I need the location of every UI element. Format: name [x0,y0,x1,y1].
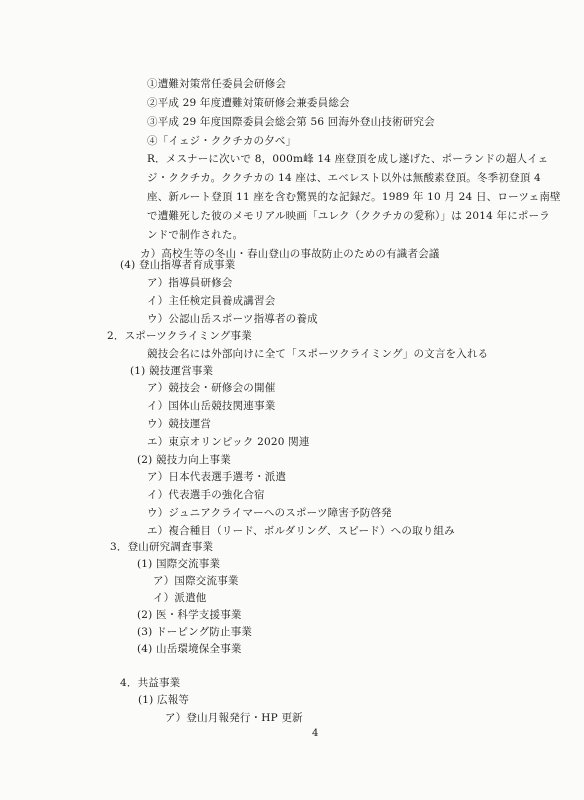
section-heading: (1) 広報等 [138,694,190,706]
text-line: ウ）競技運営 [147,418,212,430]
text-line: ④「イェジ・ククチカの夕べ」 [147,135,297,147]
text-line: イ）主任検定員養成講習会 [147,295,276,307]
text-line: エ）東京オリンピック 2020 関連 [147,436,310,448]
section-heading: 2．スポーツクライミング事業 [107,330,252,342]
text-line: ②平成 29 年度遭難対策研修会兼委員総会 [147,97,350,109]
text-line: ンドで制作された。 [147,229,244,241]
text-line: ウ）公認山岳スポーツ指導者の養成 [147,313,318,325]
section-heading: (2) 医・科学支援事業 [137,609,242,621]
text-line: ウ）ジュニアクライマーへのスポーツ障害予防啓発 [147,507,392,519]
section-heading: (1) 競技運営事業 [130,365,214,377]
text-line: カ）高校生等の冬山・春山登山の事故防止のための有識者会議 [140,248,440,260]
text-line: で遭難死した彼のメモリアル映画「ユレク（ククチカの愛称）」は 2014 年にポーラ [147,210,551,222]
text-line: ア）指導員研修会 [147,277,233,289]
section-heading: (1) 国際交流事業 [137,558,221,570]
section-heading: 3．登山研究調査事業 [110,541,214,553]
section-heading: (4) 登山指導者育成事業 [120,259,236,271]
text-line: ジ・ククチカ。ククチカの 14 座は、エベレスト以外は無酸素登頂。冬季初登頂 4 [147,172,541,184]
section-heading: (4) 山岳環境保全事業 [137,643,242,655]
section-heading: 4．共益事業 [120,677,181,689]
text-line: 座、新ルート登頂 11 座を含む驚異的な記録だ。1989 年 10 月 24 日、ローツェ南壁 [147,191,561,203]
text-line: ア）国際交流事業 [153,575,239,587]
text-line: イ）国体山岳競技関連事業 [147,400,276,412]
text-line: ア）登山月報発行・HP 更新 [165,712,303,724]
page-number: 4 [312,728,319,739]
text-line: ア）日本代表選手選考・派遣 [147,471,287,483]
section-heading: (2) 競技力向上事業 [137,454,231,466]
text-line: エ）複合種目（リード、ボルダリング、スピード）への取り組み [147,525,455,537]
text-line: イ）派遣他 [153,592,207,604]
text-line: ア）競技会・研修会の開催 [147,382,276,394]
section-heading: (3) ドーピング防止事業 [137,626,253,638]
text-line: ③平成 29 年度国際委員会総会第 56 回海外登山技術研究会 [147,116,435,128]
text-line: 競技会名には外部向けに全て「スポーツクライミング」の文言を入れる [147,348,489,360]
text-line: R．メスナーに次いで 8，000m峰 14 座登頂を成し遂げた、ポーランドの超人イェ [147,153,549,165]
text-line: イ）代表選手の強化合宿 [147,489,265,501]
text-line: ①遭難対策常任委員会研修会 [147,78,287,90]
